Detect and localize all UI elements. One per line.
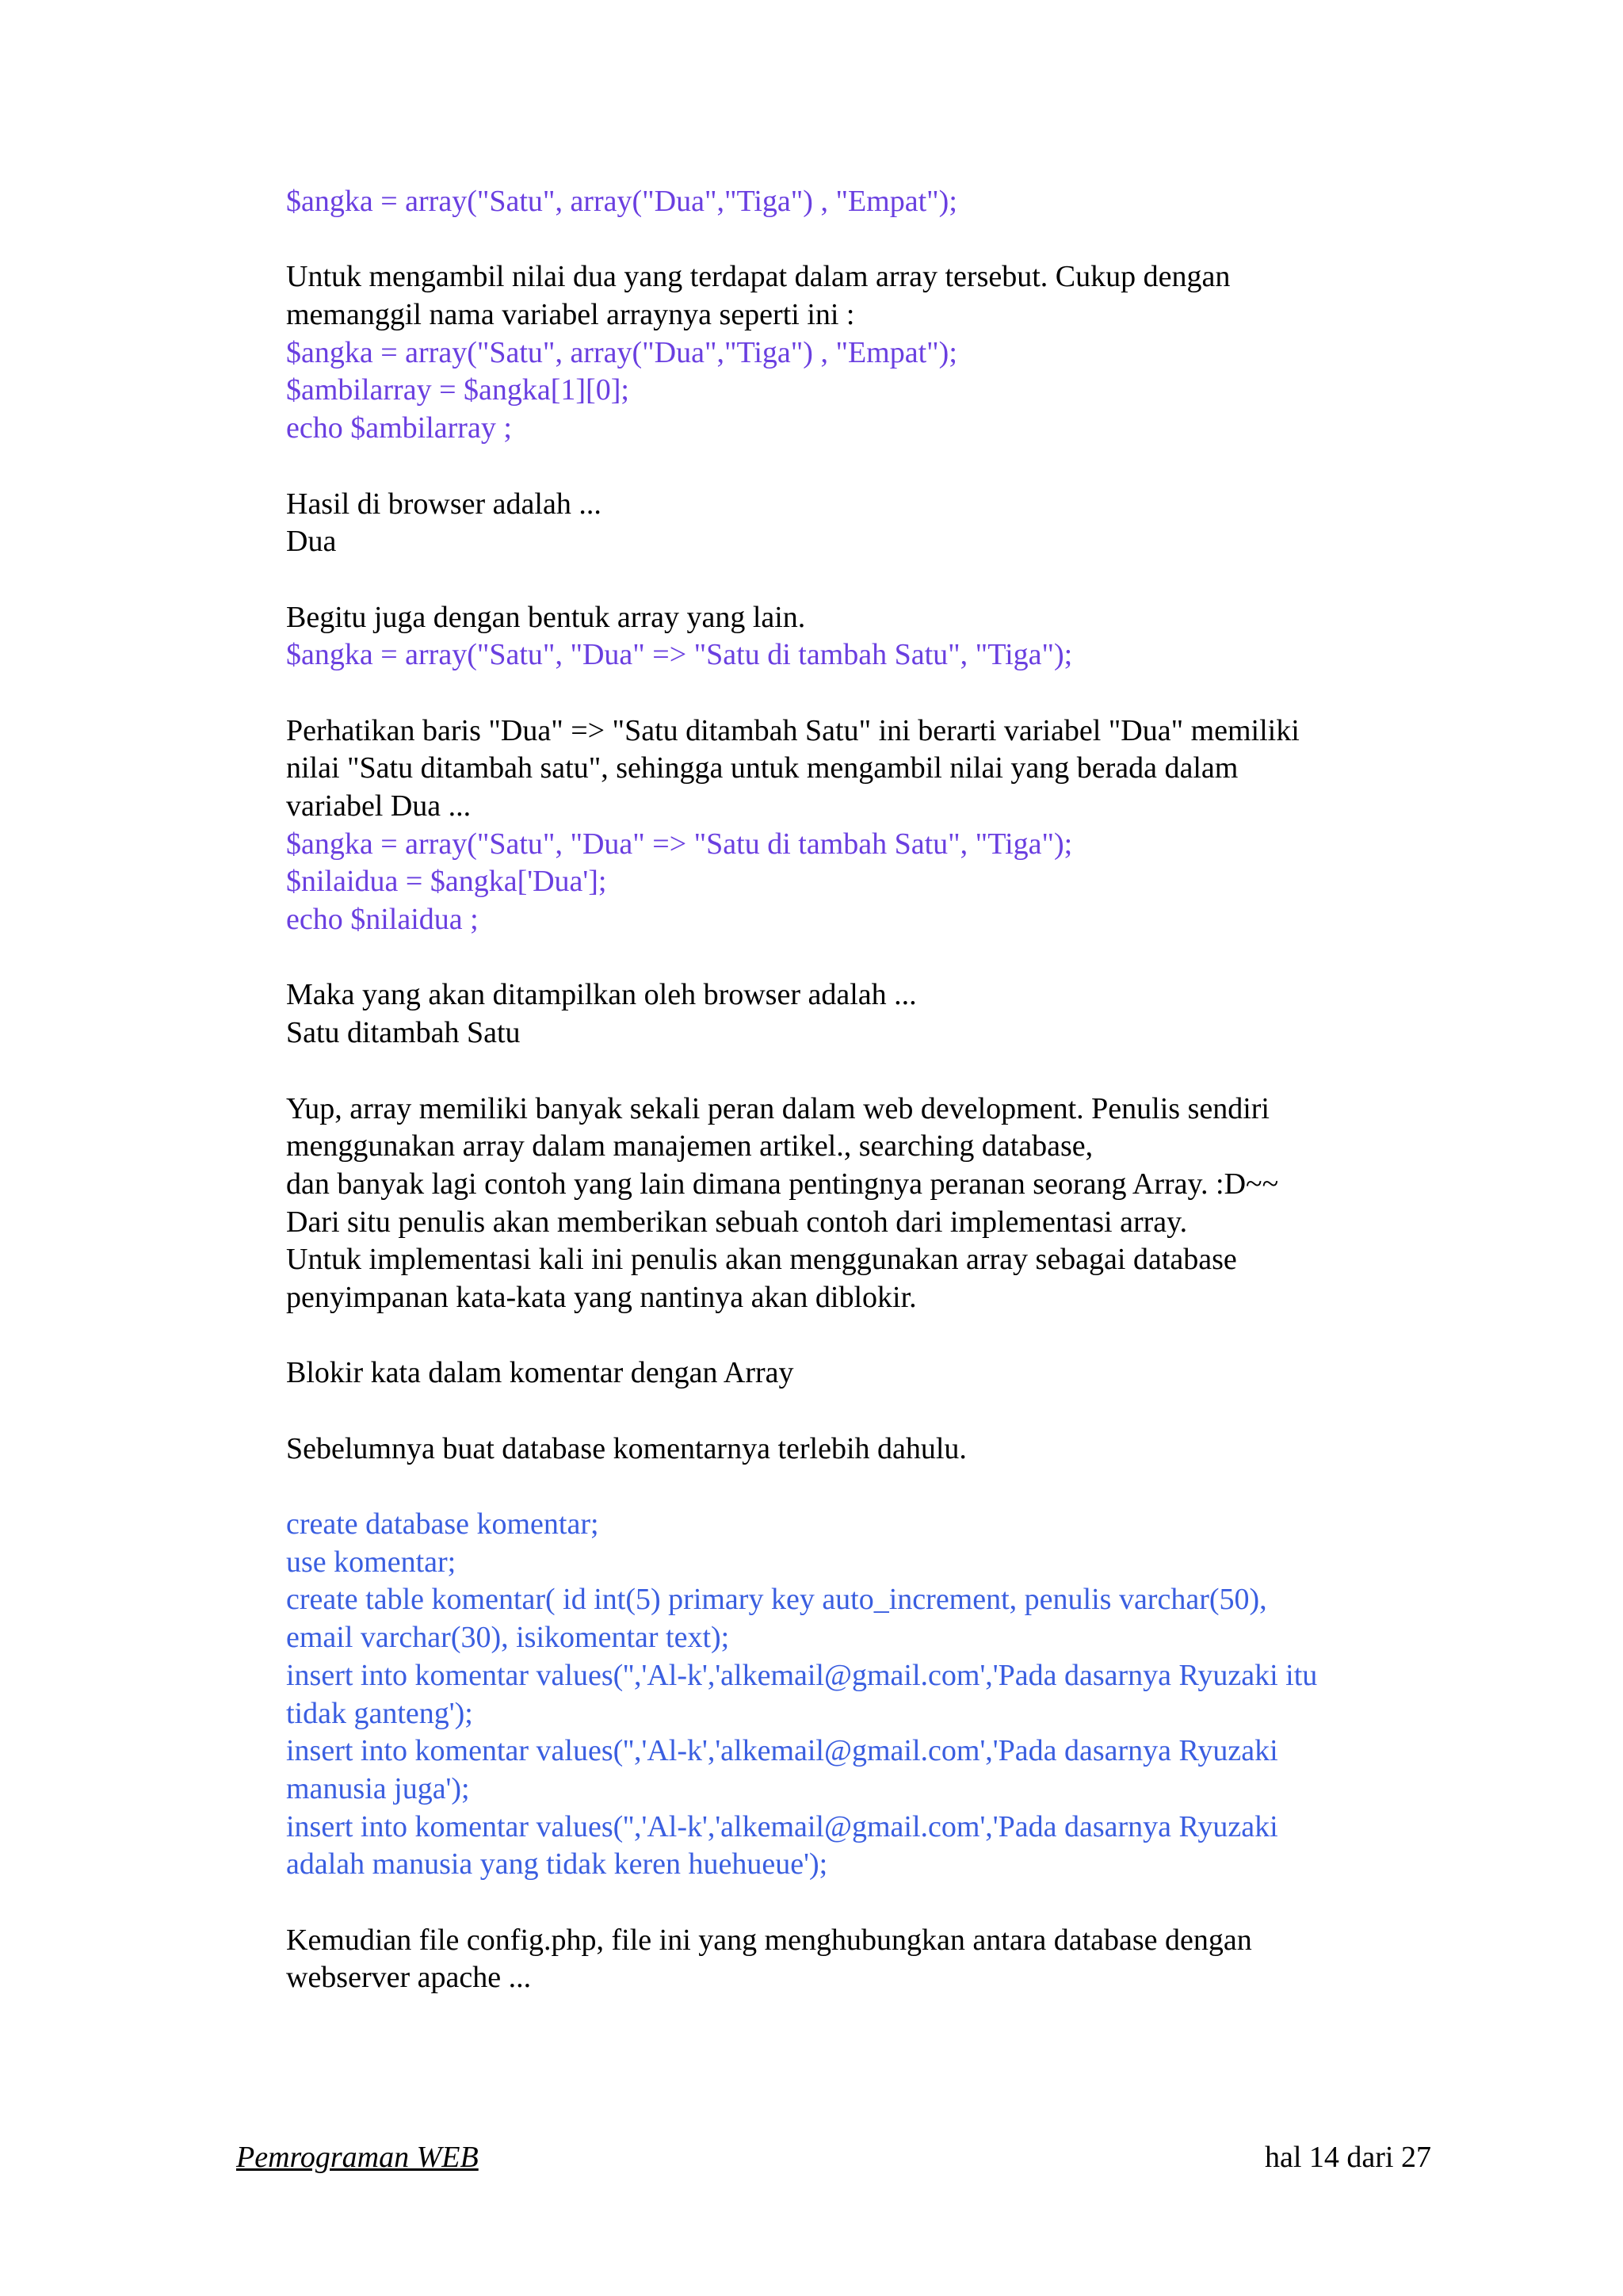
- blank-line: [286, 448, 1443, 486]
- footer-title: Pemrograman WEB: [236, 2141, 479, 2174]
- blank-line: [286, 221, 1443, 259]
- code-line: $angka = array("Satu", "Dua" => "Satu di tambah Satu", "Tiga");: [286, 638, 1073, 672]
- paragraph-line: nilai "Satu ditambah satu", sehingga untuk mengambil nilai yang berada dalam: [286, 751, 1239, 785]
- page-body: [286, 183, 1443, 1997]
- paragraph-line: Perhatikan baris "Dua" => "Satu ditambah Satu" ini berarti variabel "Dua" memiliki: [286, 713, 1300, 747]
- sql-line: insert into komentar values('','Al-k','alkemail@gmail.com','Pada dasarnya Ryuzaki: [286, 1809, 1278, 1843]
- paragraph-line: penyimpanan kata-kata yang nantinya akan diblokir.: [286, 1280, 917, 1314]
- paragraph-line: webserver apache ...: [286, 1961, 532, 1995]
- paragraph-line: dan banyak lagi contoh yang lain dimana pentingnya peranan seorang Array. :D~~: [286, 1167, 1279, 1201]
- paragraph-line: variabel Dua ...: [286, 789, 472, 823]
- blank-line: [286, 939, 1443, 977]
- output-line: Satu ditambah Satu: [286, 1016, 521, 1050]
- paragraph-line: Untuk implementasi kali ini penulis akan menggunakan array sebagai database: [286, 1243, 1237, 1277]
- sql-line: insert into komentar values('','Al-k','alkemail@gmail.com','Pada dasarnya Ryuzaki: [286, 1734, 1278, 1768]
- code-line: $nilaidua = $angka['Dua'];: [286, 865, 607, 899]
- paragraph-line: Sebelumnya buat database komentarnya terlebih dahulu.: [286, 1431, 967, 1465]
- paragraph-line: menggunakan array dalam manajemen artikel., searching database,: [286, 1129, 1094, 1163]
- paragraph-line: Begitu juga dengan bentuk array yang lain.: [286, 600, 806, 634]
- paragraph-line: Yup, array memiliki banyak sekali peran dalam web development. Penulis sendiri: [286, 1091, 1270, 1125]
- paragraph-line: memanggil nama variabel arraynya seperti ini :: [286, 298, 855, 332]
- paragraph-line: Hasil di browser adalah ...: [286, 487, 601, 521]
- sql-line: tidak ganteng');: [286, 1696, 473, 1730]
- code-line: $ambilarray = $angka[1][0];: [286, 373, 629, 407]
- blank-line: [286, 1884, 1443, 1922]
- paragraph-line: Untuk mengambil nilai dua yang terdapat dalam array tersebut. Cukup dengan: [286, 260, 1231, 294]
- sql-line: adalah manusia yang tidak keren huehueue');: [286, 1847, 828, 1881]
- section-heading: Blokir kata dalam komentar dengan Array: [286, 1356, 794, 1390]
- blank-line: [286, 1317, 1443, 1355]
- blank-line: [286, 1052, 1443, 1091]
- blank-line: [286, 561, 1443, 599]
- sql-line: manusia juga');: [286, 1771, 470, 1805]
- sql-line: use komentar;: [286, 1545, 456, 1579]
- sql-line: create table komentar( id int(5) primary key auto_increment, penulis varchar(50),: [286, 1583, 1267, 1617]
- code-line: $angka = array("Satu", array("Dua","Tiga") , "Empat");: [286, 185, 957, 218]
- code-line: $angka = array("Satu", array("Dua","Tiga") , "Empat");: [286, 335, 957, 369]
- code-line: echo $nilaidua ;: [286, 903, 479, 937]
- paragraph-line: Kemudian file config.php, file ini yang menghubungkan antara database dengan: [286, 1923, 1252, 1957]
- output-line: Dua: [286, 525, 337, 559]
- sql-line: create database komentar;: [286, 1507, 599, 1541]
- page-number: hal 14 dari 27: [1264, 2141, 1431, 2174]
- code-line: $angka = array("Satu", "Dua" => "Satu di tambah Satu", "Tiga");: [286, 827, 1073, 861]
- blank-line: [286, 1468, 1443, 1506]
- paragraph-line: Dari situ penulis akan memberikan sebuah contoh dari implementasi array.: [286, 1205, 1188, 1239]
- blank-line: [286, 1392, 1443, 1431]
- sql-line: insert into komentar values('','Al-k','alkemail@gmail.com','Pada dasarnya Ryuzaki itu: [286, 1658, 1318, 1692]
- paragraph-line: Maka yang akan ditampilkan oleh browser adalah ...: [286, 978, 917, 1012]
- blank-line: [286, 674, 1443, 712]
- sql-line: email varchar(30), isikomentar text);: [286, 1621, 730, 1655]
- code-line: echo $ambilarray ;: [286, 411, 512, 445]
